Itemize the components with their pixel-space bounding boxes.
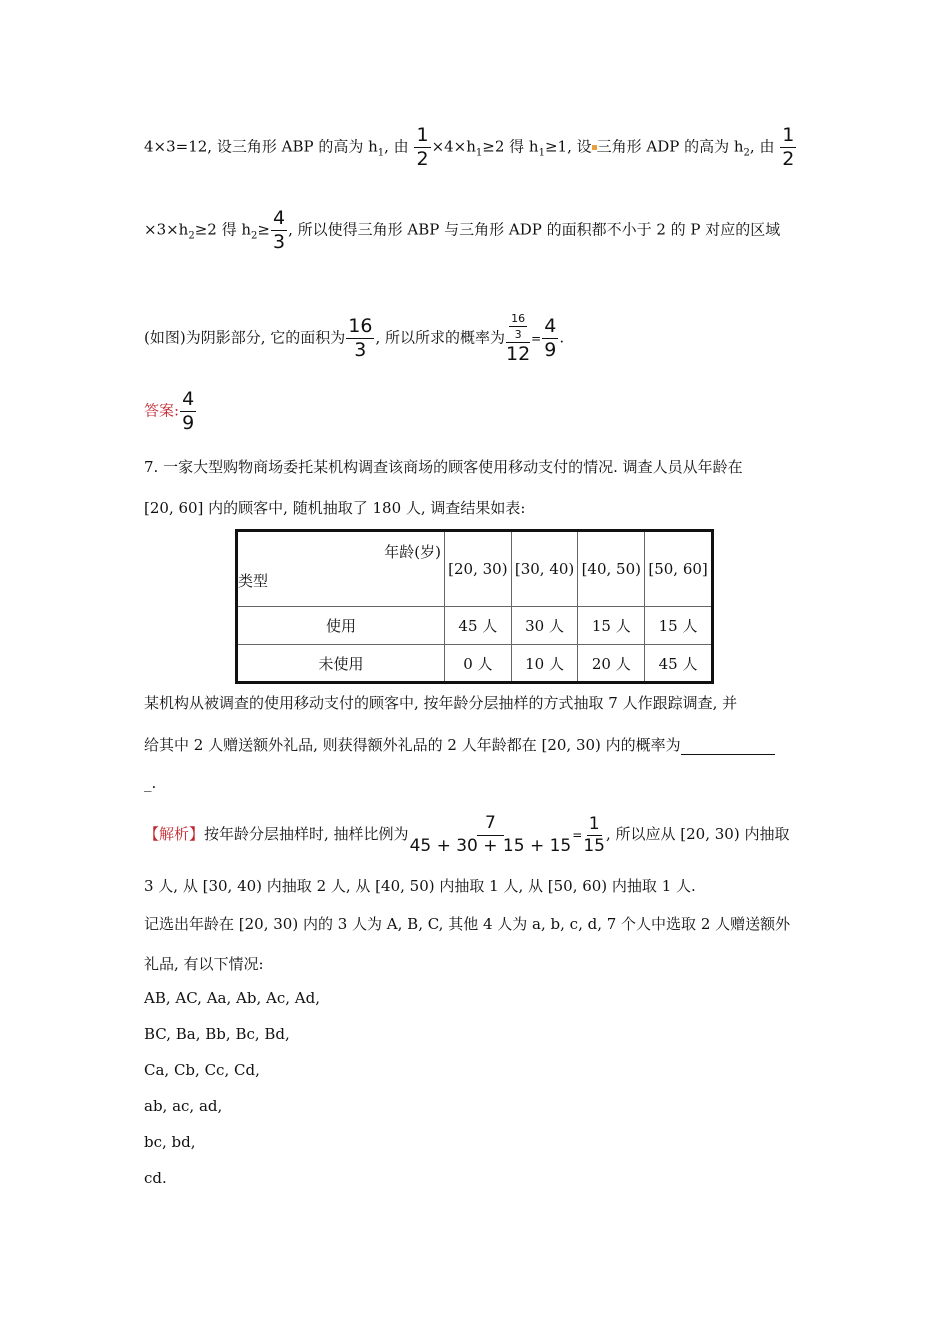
table-cell: 15 人 [578,607,645,645]
subscript: 2 [251,230,258,242]
survey-table [235,529,714,684]
solution7-line2: 3 人, 从 [30, 40) 内抽取 2 人, 从 [40, 50) 内抽取 1 人, 从 [50, 60) 内抽取 1 人. [144,877,696,895]
answer-blank [681,739,775,755]
table-corner-cell [237,531,445,607]
subscript: 2 [743,147,750,159]
solution7-line3: 记选出年龄在 [20, 30) 内的 3 人为 A, B, C, 其他 4 人为 a, b, c, d, 7 个人中选取 2 人赠送额外 [144,915,791,933]
problem7-line5: _. [144,774,157,792]
header-age: 年龄(岁) [384,543,441,561]
answer-label: 答案: [144,401,180,420]
case-list-item: Ca, Cb, Cc, Cd, [144,1061,260,1079]
problem7-line3: 某机构从被调查的使用移动支付的顾客中, 按年龄分层抽样的方式抽取 7 人作跟踪调查, 并 [144,694,738,712]
case-list-item: AB, AC, Aa, Ab, Ac, Ad, [144,989,320,1007]
problem7-line1: 7. 一家大型购物商场委托某机构调查该商场的顾客使用移动支付的情况. 调查人员从年龄在 [144,458,743,476]
text: 按年龄分层抽样时, 抽样比例为 [204,825,409,843]
table-cell: 10 人 [511,645,578,683]
text: 4×3=12, 设三角形 ABP 的高为 h [144,137,378,156]
column-header: [30, 40) [511,531,578,607]
solution6-line2 [144,209,780,252]
answer-line [144,390,197,433]
fraction-one-half: $\frac{1}{2}$ [416,124,429,170]
text: , 由 [749,137,775,156]
text: , 由 [384,137,409,156]
text: , 所以应从 [20, 30) 内抽取 [605,825,790,843]
subscript: 1 [377,147,385,159]
subscript: 2 [188,230,195,242]
text: ×4×h [431,137,476,156]
subscript: 1 [475,147,483,159]
text: = [531,331,542,346]
answer-fraction: $\frac{4}{9}$ [182,388,195,434]
text: ≥ [257,220,270,239]
text: 给其中 2 人赠送额外礼品, 则获得额外礼品的 2 人年龄都在 [20, 30) 内的概率为 [144,736,681,754]
text: ≥1, 设 [544,137,592,156]
table-row [237,607,713,645]
table-row [237,645,713,683]
text: , 所以使得三角形 ABP 与三角形 ADP 的面积都不小于 2 的 P 对应的区域 [288,220,781,239]
solution7-line4: 礼品, 有以下情况: [144,955,264,973]
table-header-row [237,531,713,607]
text: ≥2 得 h [194,220,252,239]
fraction-one-half: $\frac{1}{2}$ [782,124,795,170]
problem7-line4 [144,734,775,755]
text: ≥2 得 h [482,137,539,156]
text: , 所以所求的概率为 [375,328,505,347]
text: . [559,328,565,347]
fraction-compound: $\frac{\frac{16}{3}}{12}$ [505,312,531,365]
row-label: 使用 [237,607,445,645]
analysis-label: 【解析】 [144,825,205,843]
fraction-sixteen-thirds: $\frac{16}{3}$ [348,315,373,361]
fraction-one-fifteenth: $\frac{1}{15}$ [583,813,605,856]
fraction-four-thirds: $\frac{4}{3}$ [272,207,286,253]
text: = [572,828,583,842]
problem7-line2: [20, 60] 内的顾客中, 随机抽取了 180 人, 调查结果如表: [144,499,526,517]
table-cell: 20 人 [578,645,645,683]
solution7-line1 [144,815,789,855]
fraction-inner: $\frac{16}{3}$ [511,312,526,341]
column-header: [40, 50) [578,531,645,607]
text: 三角形 ADP 的高为 h [596,137,744,156]
column-header: [50, 60] [645,531,713,607]
case-list-item: cd. [144,1169,167,1187]
fraction-four-ninths: $\frac{4}{9}$ [544,315,557,361]
case-list-item: bc, bd, [144,1133,196,1151]
case-list-item: BC, Ba, Bb, Bc, Bd, [144,1025,290,1043]
column-header: [20, 30) [445,531,512,607]
table-cell: 0 人 [445,645,512,683]
row-label: 未使用 [237,645,445,683]
header-type: 类型 [238,572,269,590]
solution6-line1 [144,126,797,169]
table-cell: 45 人 [645,645,713,683]
subscript: 1 [538,147,545,159]
fraction-sampling-ratio: $\frac{7}{45 + 30 + 15 + 15}$ [409,813,572,856]
text: ×3×h [144,220,189,239]
case-list-item: ab, ac, ad, [144,1097,223,1115]
solution6-line3 [144,313,564,364]
table-cell: 45 人 [445,607,512,645]
table-cell: 30 人 [511,607,578,645]
table-cell: 15 人 [645,607,713,645]
text: (如图)为阴影部分, 它的面积为 [144,328,346,347]
